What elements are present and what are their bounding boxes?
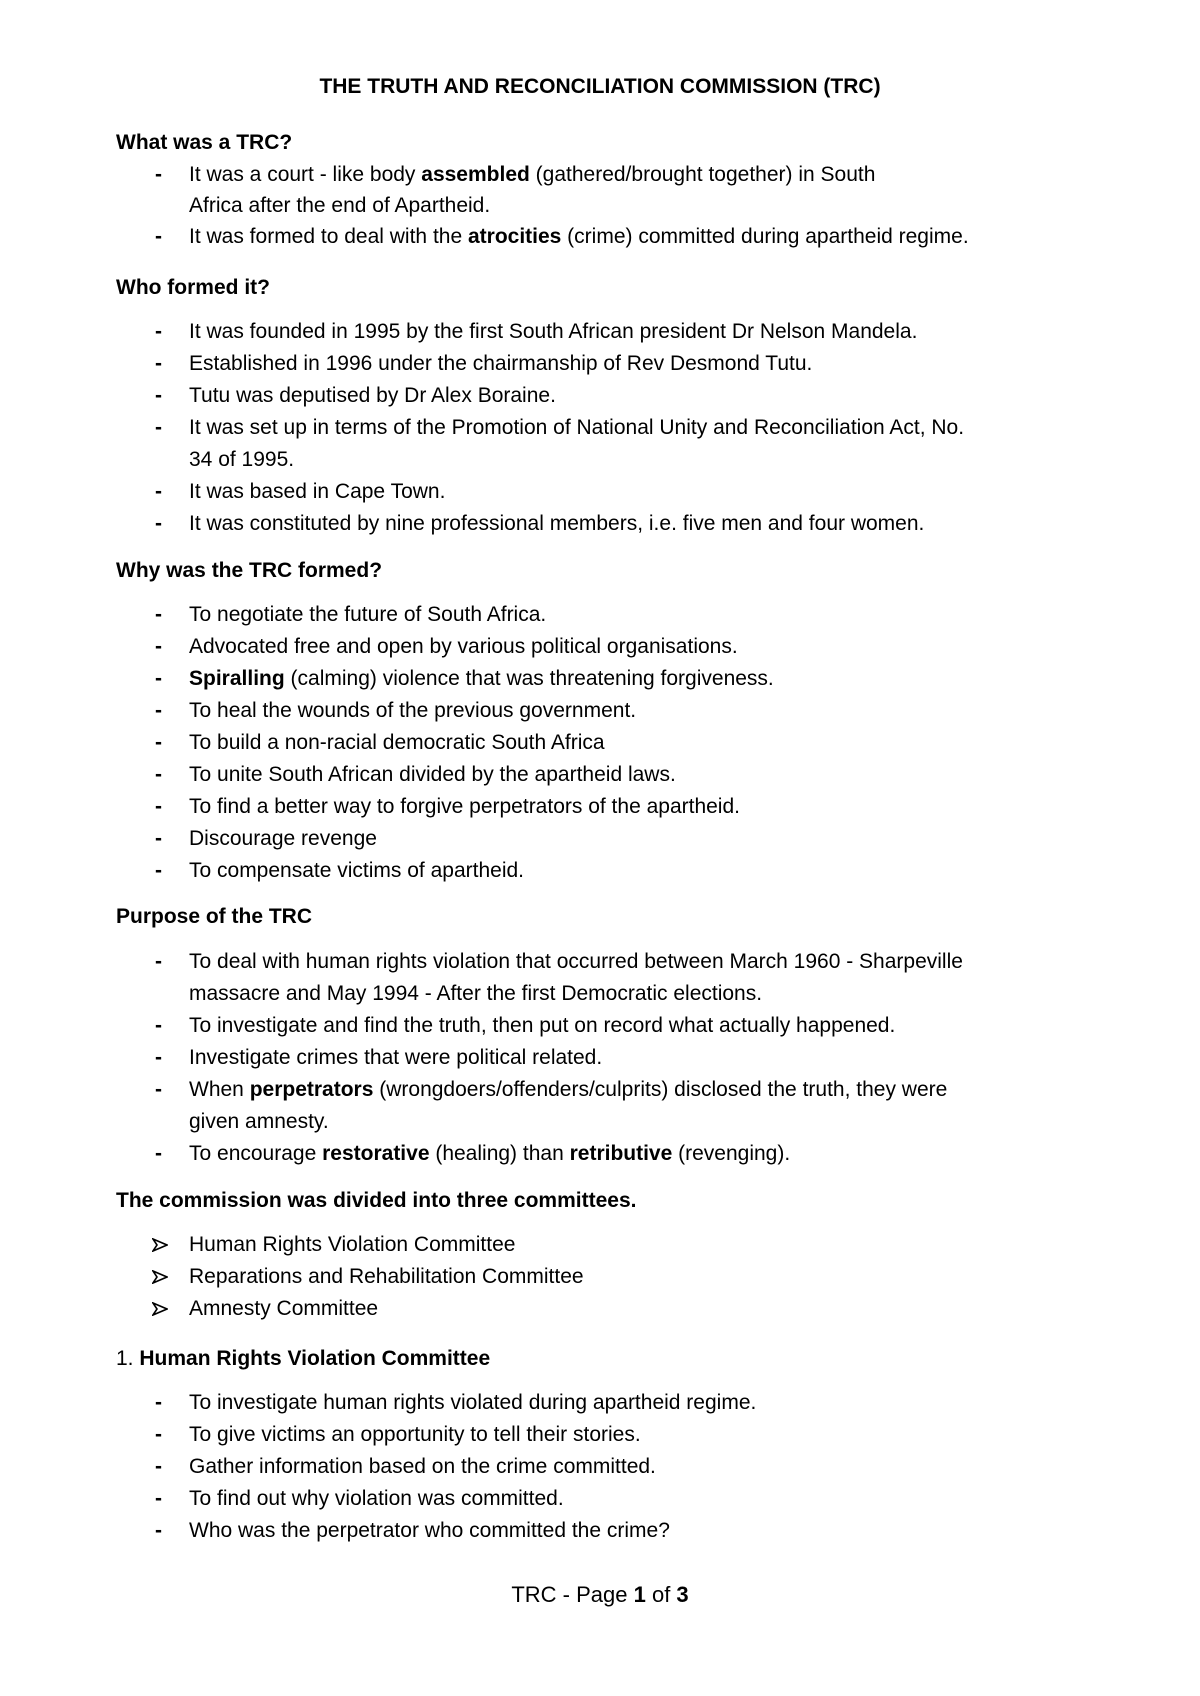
dash-bullet: - — [155, 603, 162, 626]
list-item: - To deal with human rights violation that occurred between March 1960 - Sharpeville — [189, 946, 1119, 978]
dash-bullet: - — [155, 1519, 162, 1542]
list-item: - To unite South African divided by the apartheid laws. — [189, 759, 1119, 791]
list-item: Human Rights Violation Committee — [189, 1229, 1119, 1261]
dash-bullet: - — [155, 795, 162, 818]
dash-bullet: - — [155, 699, 162, 722]
dash-bullet: - — [155, 480, 162, 503]
arrow-bullet-icon — [152, 1270, 168, 1284]
list-item: - It was a court - like body assembled (gathered/brought together) in South — [189, 159, 1119, 191]
list-item: - Established in 1996 under the chairmanship of Rev Desmond Tutu. — [189, 348, 1119, 380]
list-item: - It was set up in terms of the Promotion of National Unity and Reconciliation Act, No. — [189, 412, 1119, 444]
section-heading: 1. Human Rights Violation Committee — [116, 1347, 491, 1370]
total-page-count: 3 — [676, 1582, 689, 1607]
list-item: - To encourage restorative (healing) than retributive (revenging). — [189, 1138, 1119, 1170]
list-item: - It was based in Cape Town. — [189, 476, 1119, 508]
page-title: THE TRUTH AND RECONCILIATION COMMISSION (TRC) — [319, 75, 881, 98]
dash-bullet: - — [155, 1046, 162, 1069]
arrow-bullet-icon — [152, 1238, 168, 1252]
list-item: - It was constituted by nine professional members, i.e. five men and four women. — [189, 508, 1119, 540]
list-item: Amnesty Committee — [189, 1293, 1119, 1325]
dash-bullet: - — [155, 763, 162, 786]
list-item: - When perpetrators (wrongdoers/offenders/culprits) disclosed the truth, they were — [189, 1074, 1119, 1106]
dash-bullet: - — [155, 384, 162, 407]
section-heading: The commission was divided into three committees. — [116, 1189, 637, 1212]
list-item: - To investigate human rights violated during apartheid regime. — [189, 1387, 1119, 1419]
dash-bullet: - — [155, 950, 162, 973]
dash-bullet: - — [155, 1078, 162, 1101]
dash-bullet: - — [155, 512, 162, 535]
list-item: - Advocated free and open by various political organisations. — [189, 631, 1119, 663]
section-heading: Purpose of the TRC — [116, 905, 313, 928]
list-item: - Spiralling (calming) violence that was threatening forgiveness. — [189, 663, 1119, 695]
list-item: - Investigate crimes that were political related. — [189, 1042, 1119, 1074]
list-item-continuation: given amnesty. — [189, 1110, 329, 1133]
dash-bullet: - — [155, 320, 162, 343]
dash-bullet: - — [155, 1423, 162, 1446]
section-heading: What was a TRC? — [116, 131, 293, 154]
dash-bullet: - — [155, 827, 162, 850]
section-heading: Who formed it? — [116, 276, 270, 299]
list-item: - To heal the wounds of the previous government. — [189, 695, 1119, 727]
dash-bullet: - — [155, 859, 162, 882]
list-item: - Who was the perpetrator who committed the crime? — [189, 1515, 1119, 1547]
dash-bullet: - — [155, 163, 162, 186]
list-item: - Gather information based on the crime committed. — [189, 1451, 1119, 1483]
arrow-bullet-icon — [152, 1302, 168, 1316]
dash-bullet: - — [155, 731, 162, 754]
dash-bullet: - — [155, 1455, 162, 1478]
list-item: - It was founded in 1995 by the first South African president Dr Nelson Mandela. — [189, 316, 1119, 348]
current-page-number: 1 — [633, 1582, 646, 1607]
list-item: - To investigate and find the truth, then put on record what actually happened. — [189, 1010, 1119, 1042]
section-number: 1. — [116, 1347, 134, 1370]
list-item: - Discourage revenge — [189, 823, 1119, 855]
list-item-continuation: Africa after the end of Apartheid. — [189, 194, 491, 217]
page-footer: TRC - Page 1 of 3 — [511, 1582, 689, 1607]
section-heading: Why was the TRC formed? — [116, 559, 383, 582]
list-item: - To give victims an opportunity to tell their stories. — [189, 1419, 1119, 1451]
list-item-continuation: 34 of 1995. — [189, 448, 295, 471]
list-item: - It was formed to deal with the atrocities (crime) committed during apartheid regime. — [189, 221, 1119, 253]
dash-bullet: - — [155, 1142, 162, 1165]
dash-bullet: - — [155, 225, 162, 248]
dash-bullet: - — [155, 1487, 162, 1510]
list-item: - To compensate victims of apartheid. — [189, 855, 1119, 887]
list-item: - To negotiate the future of South Africa. — [189, 599, 1119, 631]
dash-bullet: - — [155, 635, 162, 658]
list-item: - Tutu was deputised by Dr Alex Boraine. — [189, 380, 1119, 412]
dash-bullet: - — [155, 416, 162, 439]
list-item: - To build a non-racial democratic South Africa — [189, 727, 1119, 759]
dash-bullet: - — [155, 1014, 162, 1037]
list-item: - To find a better way to forgive perpetrators of the apartheid. — [189, 791, 1119, 823]
dash-bullet: - — [155, 667, 162, 690]
dash-bullet: - — [155, 1391, 162, 1414]
list-item: Reparations and Rehabilitation Committee — [189, 1261, 1119, 1293]
list-item: - To find out why violation was committed. — [189, 1483, 1119, 1515]
dash-bullet: - — [155, 352, 162, 375]
list-item-continuation: massacre and May 1994 - After the first Democratic elections. — [189, 982, 763, 1005]
